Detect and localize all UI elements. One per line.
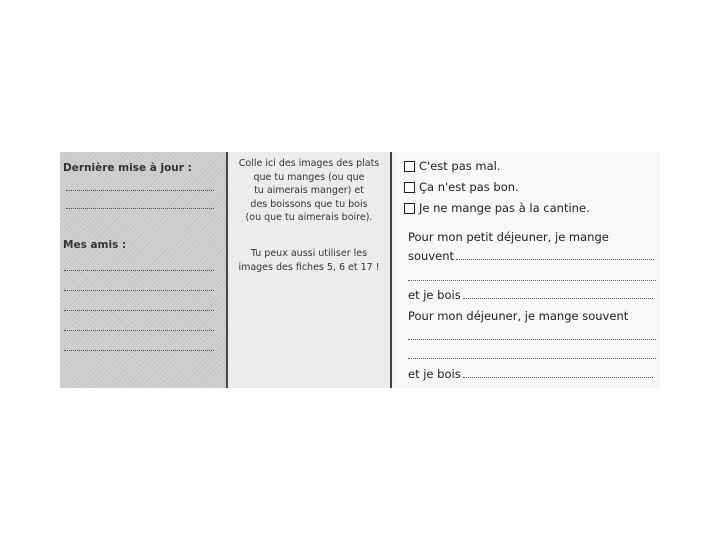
worksheet-scan <box>60 152 660 388</box>
hint-line: Tu peux aussi utiliser les <box>250 248 368 259</box>
breakfast-answer-line-2[interactable] <box>408 280 656 281</box>
friends-line <box>64 290 214 291</box>
instruction-line: tu aimerais manger) et <box>254 185 364 196</box>
breakfast-answer-line[interactable] <box>456 258 654 260</box>
middle-column <box>228 152 392 388</box>
hint-line: images des fiches 5, 6 et 17 ! <box>238 261 380 273</box>
lunch-answer-line[interactable] <box>408 339 656 340</box>
left-column <box>60 152 228 388</box>
checkbox[interactable] <box>404 203 415 214</box>
paste-instructions <box>234 157 384 225</box>
instruction-line: que tu manges (ou que <box>253 171 365 183</box>
lunch-drink-row <box>408 367 653 381</box>
checkbox[interactable] <box>404 182 415 193</box>
instruction-line: Colle ici des images des plats <box>238 158 380 169</box>
lunch-prompt: Pour mon déjeuner, je mange souvent <box>408 309 629 323</box>
right-column <box>398 152 660 388</box>
drink-label: et je bois <box>408 288 461 302</box>
lunch-answer-line-2[interactable] <box>408 358 656 359</box>
option-row[interactable] <box>404 201 590 215</box>
breakfast-prompt: Pour mon petit déjeuner, je mange <box>408 230 609 244</box>
last-update-line <box>66 190 214 191</box>
breakfast-often-label: souvent <box>408 249 454 263</box>
option-row[interactable] <box>404 180 519 194</box>
lunch-drink-line[interactable] <box>463 376 653 378</box>
drink-label: et je bois <box>408 367 461 381</box>
friends-line <box>64 330 214 331</box>
last-update-line-2 <box>66 208 214 209</box>
option-label: Ça n'est pas bon. <box>419 180 519 194</box>
breakfast-drink-line[interactable] <box>463 297 653 299</box>
option-label: C'est pas mal. <box>419 159 501 173</box>
breakfast-drink-row <box>408 288 653 302</box>
breakfast-answer-row <box>408 249 654 263</box>
option-row[interactable] <box>404 159 501 173</box>
instruction-line: des boissons que tu bois <box>250 198 368 210</box>
friends-label: Mes amis : <box>63 239 127 251</box>
friends-line <box>64 350 214 351</box>
checkbox[interactable] <box>404 161 415 172</box>
instruction-line: (ou que tu aimerais boire). <box>245 212 373 223</box>
friends-line <box>64 310 214 311</box>
last-update-label: Dernière mise à jour : <box>63 162 192 174</box>
paste-hint <box>234 247 384 274</box>
friends-line <box>64 270 214 271</box>
option-label: Je ne mange pas à la cantine. <box>419 201 590 215</box>
